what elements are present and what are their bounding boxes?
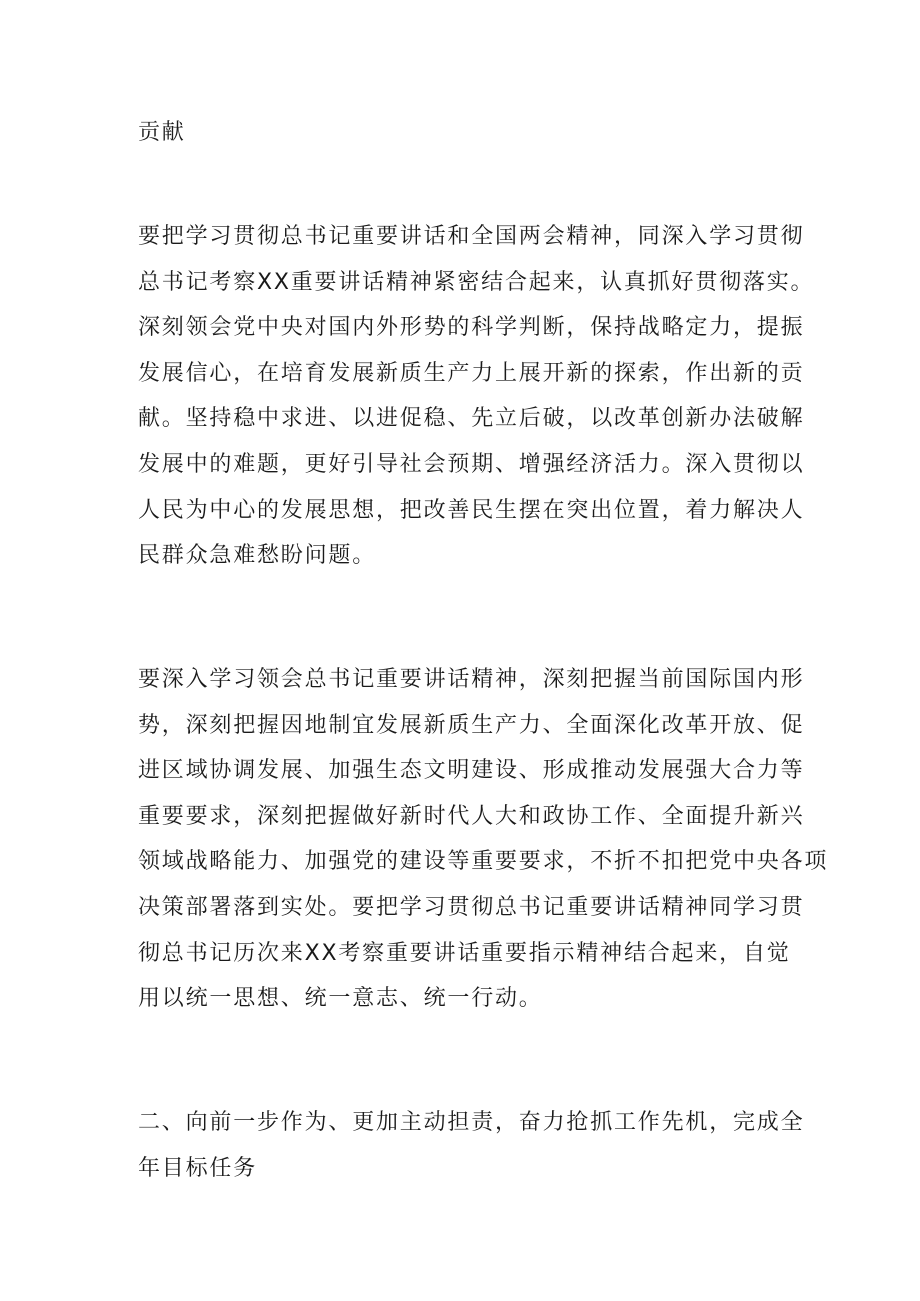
text-line: 决策部署落到实处。要把学习贯彻总书记重要讲话精神同学习贯 <box>138 894 805 920</box>
text-line: 要把学习贯彻总书记重要讲话和全国两会精神，同深入学习贯彻 <box>138 224 805 249</box>
text-line: 发展信心，在培育发展新质生产力上展开新的探索，作出新的贡 <box>138 360 805 386</box>
text-line: 彻总书记历次来XX考察重要讲话重要指示精神结合起来，自觉 <box>138 940 791 966</box>
heading-line: 二、向前一步作为、更加主动担责，奋力抢抓工作先机，完成全 <box>138 1110 805 1135</box>
heading-line: 年目标任务 <box>138 1155 258 1181</box>
text-line: 献。坚持稳中求进、以进促稳、先立后破，以改革创新办法破解 <box>138 406 805 432</box>
paragraph-study-spirit <box>138 214 815 579</box>
text-line: 发展中的难题，更好引导社会预期、增强经济活力。深入贯彻以 <box>138 451 805 477</box>
text-line: 贡献 <box>138 120 186 145</box>
text-line: 民群众急难愁盼问题。 <box>138 543 377 569</box>
paragraph-deep-understanding <box>138 657 829 1022</box>
text-line: 重要要求，深刻把握做好新时代人大和政协工作、全面提升新兴 <box>138 803 805 829</box>
section-heading-two <box>138 1100 805 1191</box>
text-line: 深刻领会党中央对国内外形势的科学判断，保持战略定力，提振 <box>138 315 805 341</box>
text-line: 要深入学习领会总书记重要讲话精神，深刻把握当前国际国内形 <box>138 667 805 692</box>
paragraph-continuation <box>138 110 798 156</box>
text-line: 势，深刻把握因地制宜发展新质生产力、全面深化改革开放、促 <box>138 712 805 738</box>
text-line: 用以统一思想、统一意志、统一行动。 <box>138 986 543 1012</box>
text-line: 领域战略能力、加强党的建设等重要要求，不折不扣把党中央各项 <box>138 849 829 875</box>
text-line: 总书记考察XX重要讲话精神紧密结合起来，认真抓好贯彻落实。 <box>138 269 815 295</box>
text-line: 人民为中心的发展思想，把改善民生摆在突出位置，着力解决人 <box>138 497 805 523</box>
text-line: 进区域协调发展、加强生态文明建设、形成推动发展强大合力等 <box>138 758 805 784</box>
